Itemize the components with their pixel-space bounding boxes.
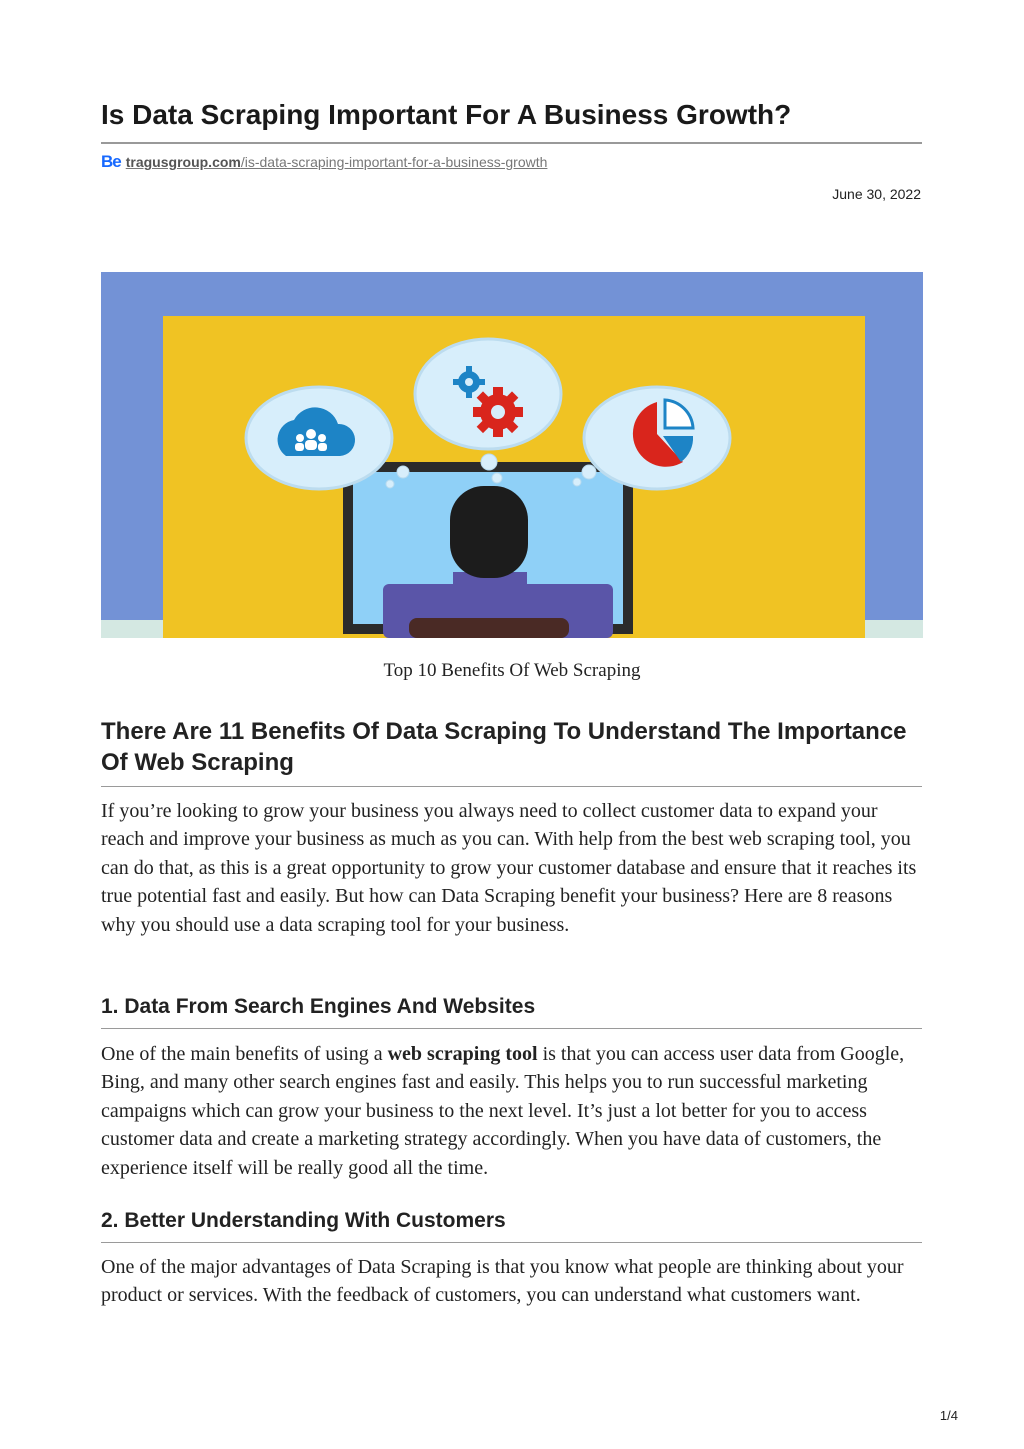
- intro-heading: There Are 11 Benefits Of Data Scraping To Understand The Importance Of Web Scraping: [101, 718, 907, 776]
- section-1-text-after: is that you can access user data from Google, Bing, and many other search engines fast and easily. This helps you to run successful marketing campaigns which can grow your business to the next level. It’s just a lot better for you to access customer data and create a marketing strategy accordingly. When you have data of customers, the experience itself will be really good all the time.: [101, 1043, 905, 1179]
- section-2-divider: [101, 1242, 922, 1243]
- image-caption: Top 10 Benefits Of Web Scraping: [383, 660, 641, 681]
- hero-illustration: [101, 272, 923, 638]
- intro-paragraph: If you’re looking to grow your business you always need to collect customer data to expand your reach and improve your business as much as you can. With help from the best web scraping tool, you can do that, as this is a great opportunity to grow your customer database and ensure that it reaches its true potential fast and easily. But how can Data Scraping benefit your business? Here are 8 reasons why you should use a data scraping tool for your business.: [101, 800, 917, 936]
- page-title: Is Data Scraping Important For A Business Growth?: [101, 99, 792, 130]
- section-2-paragraph: One of the major advantages of Data Scraping is that you know what people are thinking about your product or services. With the feedback of customers, you can understand what customers want.: [101, 1256, 904, 1307]
- section-1-divider: [101, 1028, 922, 1029]
- page-number: 1/4: [939, 1408, 958, 1423]
- source-path: /is-data-scraping-important-for-a-business-growth: [240, 154, 548, 170]
- gears-bubble: [415, 339, 561, 449]
- title-divider: [101, 142, 922, 144]
- section-1-text-before: One of the main benefits of using a: [101, 1043, 388, 1065]
- intro-heading-divider: [101, 786, 922, 787]
- source-domain: tragusgroup.com: [125, 154, 241, 170]
- source-url-link[interactable]: [126, 154, 548, 170]
- section-2-heading: 2. Better Understanding With Customers: [101, 1209, 506, 1232]
- person-head: [450, 486, 528, 578]
- section-1-paragraph: [101, 1040, 923, 1182]
- chair-back: [409, 618, 569, 638]
- source-row: [101, 152, 547, 172]
- section-1-heading: 1. Data From Search Engines And Websites: [101, 995, 536, 1018]
- behance-logo-icon: Be: [101, 152, 121, 171]
- publish-date: June 30, 2022: [832, 186, 921, 202]
- web-scraping-tool-link: web scraping tool: [387, 1043, 538, 1065]
